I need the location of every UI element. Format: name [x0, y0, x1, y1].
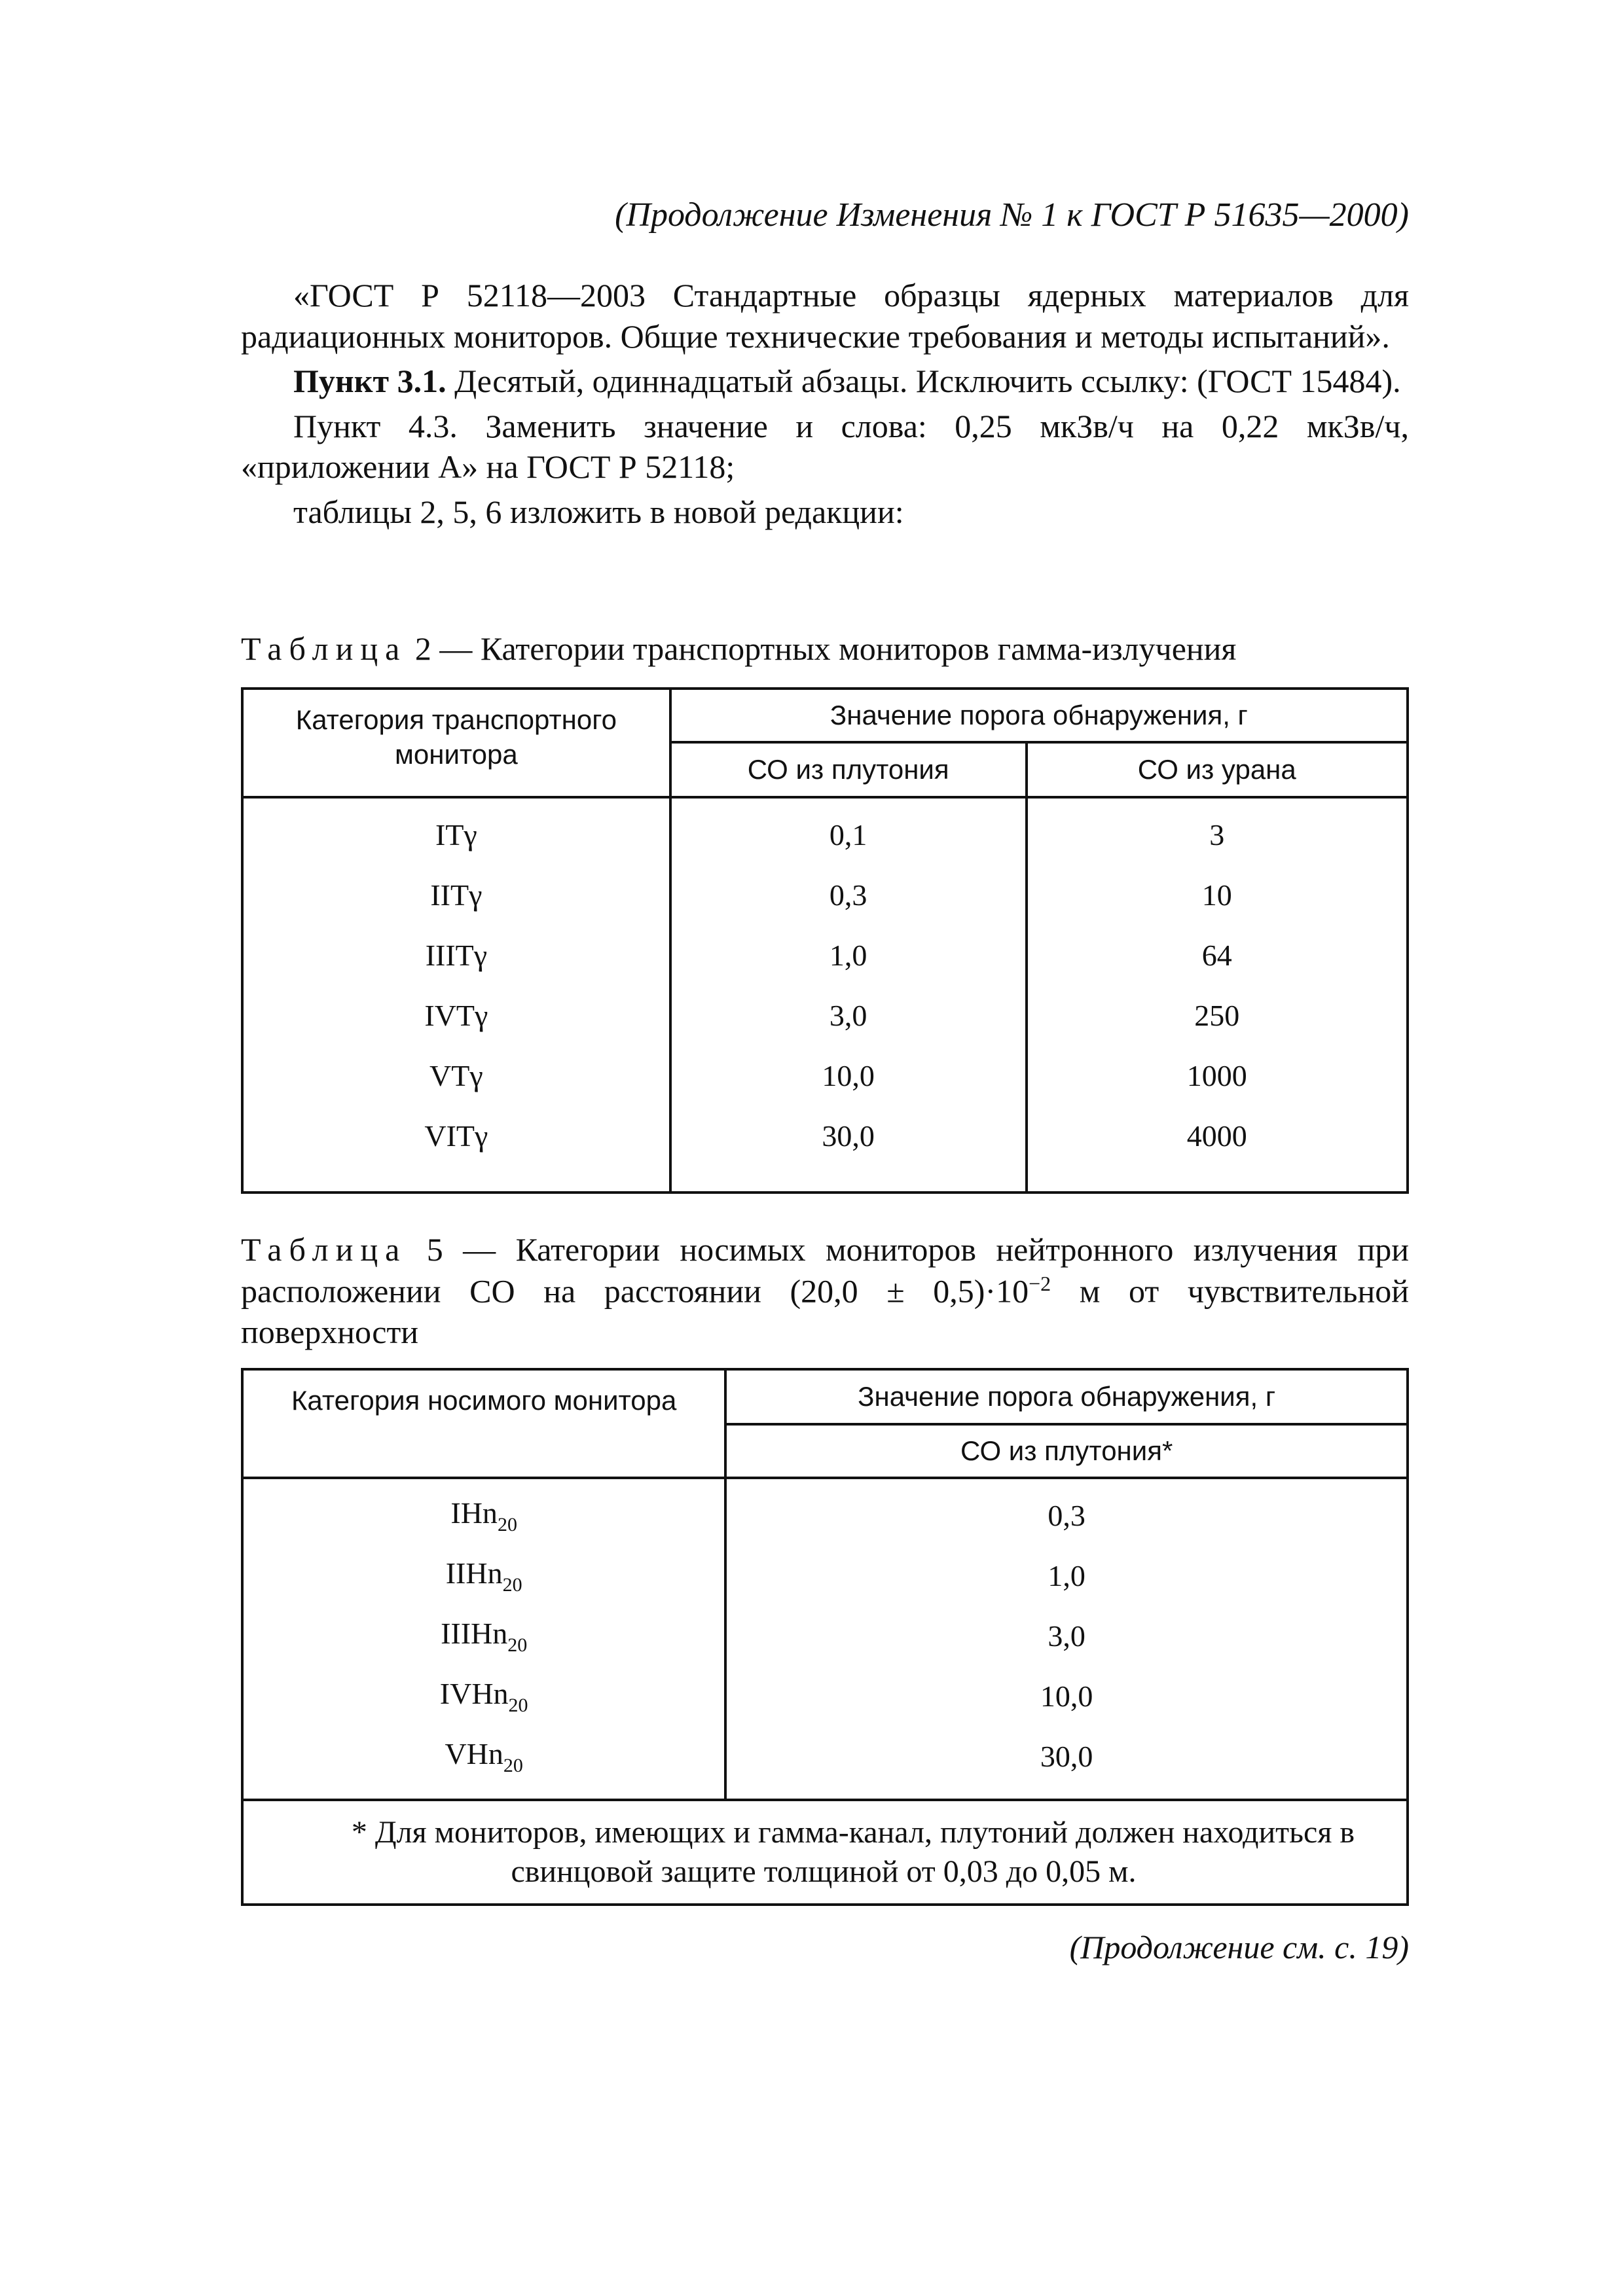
table5-caption: [241, 1229, 1409, 1352]
table5-header-pu: СО из плутония*: [725, 1424, 1408, 1478]
table5-row1-index: 20: [497, 1514, 517, 1536]
table2-row3-pu: 1,0: [670, 925, 1027, 986]
table-row: [242, 1666, 1408, 1727]
table2-row1-pu: 0,1: [670, 805, 1027, 865]
table2-row4-pu: 3,0: [670, 986, 1027, 1046]
table5-header-threshold: Значение порога обнаружения, г: [725, 1369, 1408, 1424]
table2-caption: [241, 628, 1409, 670]
table-row: [242, 1046, 1408, 1106]
table5-row5-index: 20: [503, 1755, 523, 1777]
table5-row2-index: 20: [502, 1574, 522, 1596]
table5-row2-pu: 1,0: [725, 1546, 1408, 1606]
table5-row3-category-text: IIIНn: [441, 1617, 508, 1651]
table2-row2-category: IIТγ: [242, 865, 670, 925]
table2-header-threshold: Значение порога обнаружения, г: [670, 689, 1408, 742]
table5-row3-pu: 3,0: [725, 1606, 1408, 1666]
table5-row4-category: [242, 1666, 725, 1727]
table5-row1-category-text: IНn: [450, 1496, 498, 1530]
table5-caption-exponent: −2: [1029, 1271, 1051, 1295]
table-row: [242, 1546, 1408, 1606]
paragraph-clause-4-3: Пункт 4.3. Заменить значение и слова: 0,25 мкЗв/ч на 0,22 мкЗв/ч, «приложении А» на ГОСТ Р 52118;: [241, 407, 1409, 485]
table2-row5-pu: 10,0: [670, 1046, 1027, 1106]
table5-footnote: * Для мониторов, имеющих и гамма-канал, плутоний должен находиться в свинцовой защите толщиной от 0,03 до 0,05 м.: [242, 1800, 1408, 1905]
table5-row5-category-text: VНn: [445, 1737, 503, 1771]
page-footer-continuation: (Продолжение см. с. 19): [1069, 1929, 1409, 1965]
table2-row2-u: 10: [1027, 865, 1408, 925]
table2-row6-category: VIТγ: [242, 1106, 670, 1166]
table5-row3-category: [242, 1606, 725, 1666]
table5-caption-label: Таблица: [241, 1231, 407, 1268]
body-text: [241, 275, 1409, 536]
table2-header-category: Категория транспортного монитора: [242, 689, 670, 797]
table2-caption-text: 2 — Категории транспортных мониторов гамма-излучения: [407, 630, 1237, 667]
table-row: [242, 925, 1408, 986]
table5-caption-tail: м от чувствительной поверхности: [241, 1272, 1410, 1350]
table5-row4-pu: 10,0: [725, 1666, 1408, 1727]
table-row: [242, 1727, 1408, 1787]
table5-header-category: Категория носимого монитора: [242, 1369, 725, 1478]
table2-row4-category: IVТγ: [242, 986, 670, 1046]
table2-row3-category: IIIТγ: [242, 925, 670, 986]
table2-caption-label: Таблица: [241, 630, 407, 667]
table5-row3-index: 20: [507, 1634, 528, 1657]
table5-row1-category: [242, 1486, 725, 1546]
clause-3-1-label: Пункт 3.1.: [293, 363, 447, 399]
paragraph-tables-note: таблицы 2, 5, 6 изложить в новой редакции:: [293, 493, 904, 530]
table2-row6-pu: 30,0: [670, 1106, 1027, 1166]
table2-header-pu: СО из плутония: [670, 742, 1027, 797]
table-row: [242, 1486, 1408, 1546]
table2-row1-category: IТγ: [242, 805, 670, 865]
table5-row1-pu: 0,3: [725, 1486, 1408, 1546]
paragraph-gost-reference: «ГОСТ Р 52118—2003 Стандартные образцы ядерных материалов для радиационных мониторов. Общие технические требования и методы испытаний».: [241, 277, 1409, 355]
table2: [241, 687, 1409, 1194]
table2-row1-u: 3: [1027, 805, 1408, 865]
table5-caption-text: 5 — Категории носимых мониторов нейтронного излучения при расположении СО на расстоянии (20,0 ± 0,5)·10: [241, 1231, 1409, 1310]
page-header: (Продолжение Изменения № 1 к ГОСТ Р 51635—2000): [615, 196, 1409, 234]
table2-row3-u: 64: [1027, 925, 1408, 986]
table5-row4-category-text: IVНn: [439, 1677, 509, 1711]
table2-row5-u: 1000: [1027, 1046, 1408, 1106]
table-row: [242, 986, 1408, 1046]
table-row: [242, 1606, 1408, 1666]
table5: [241, 1368, 1409, 1906]
table5-row5-category: [242, 1727, 725, 1787]
paragraph-clause-3-1: [241, 361, 1409, 402]
table2-row4-u: 250: [1027, 986, 1408, 1046]
table-row: [242, 805, 1408, 865]
table-row: [242, 865, 1408, 925]
clause-3-1-text: Десятый, одиннадцатый абзацы. Исключить ссылку: (ГОСТ 15484).: [446, 363, 1401, 399]
table2-row6-u: 4000: [1027, 1106, 1408, 1166]
table-row: [242, 1106, 1408, 1166]
table5-row2-category: [242, 1546, 725, 1606]
table5-row2-category-text: IIНn: [445, 1556, 503, 1590]
table5-row4-index: 20: [508, 1695, 528, 1717]
table2-row2-pu: 0,3: [670, 865, 1027, 925]
table2-row5-category: VТγ: [242, 1046, 670, 1106]
table2-header-u: СО из урана: [1027, 742, 1408, 797]
table5-row5-pu: 30,0: [725, 1727, 1408, 1787]
